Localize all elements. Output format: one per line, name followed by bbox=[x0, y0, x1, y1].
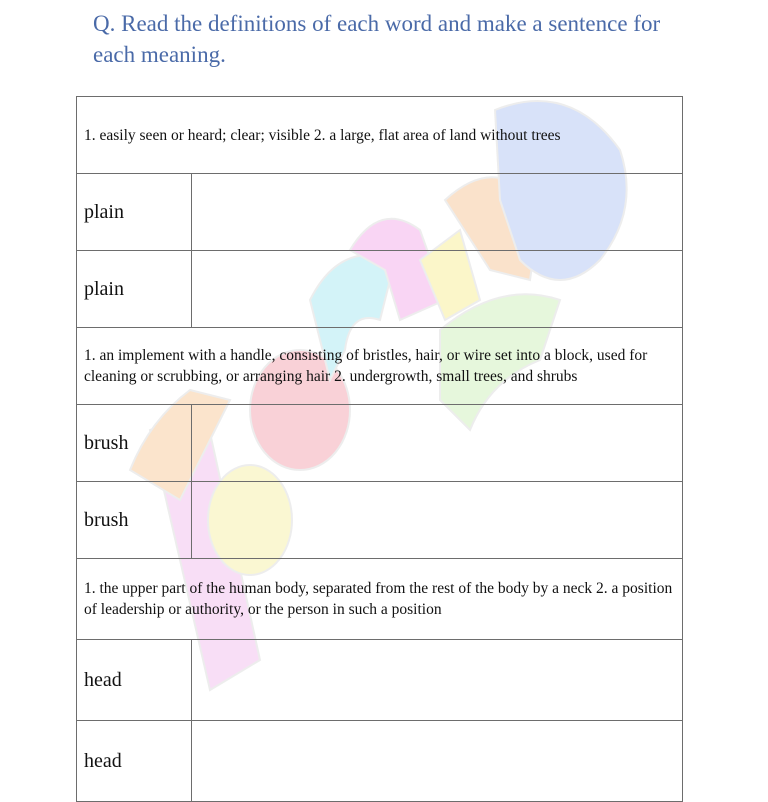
sentence-answer-field[interactable] bbox=[192, 251, 683, 328]
sentence-answer-field[interactable] bbox=[192, 640, 683, 721]
word-cell: brush bbox=[77, 482, 192, 559]
sentence-answer-field[interactable] bbox=[192, 174, 683, 251]
word-cell: plain bbox=[77, 174, 192, 251]
word-row bbox=[77, 721, 683, 802]
definition-row bbox=[77, 328, 683, 405]
sentence-answer-field[interactable] bbox=[192, 721, 683, 802]
sentence-answer-field[interactable] bbox=[192, 482, 683, 559]
definition-cell: 1. an implement with a handle, consisting of bristles, hair, or wire set into a block, used for cleaning or scrubbing, or arranging hair 2. undergrowth, small trees, and shrubs bbox=[77, 328, 683, 405]
word-row bbox=[77, 640, 683, 721]
word-row bbox=[77, 482, 683, 559]
worksheet-table bbox=[76, 96, 683, 802]
word-cell: plain bbox=[77, 251, 192, 328]
sentence-answer-field[interactable] bbox=[192, 405, 683, 482]
word-row bbox=[77, 174, 683, 251]
definition-cell: 1. easily seen or heard; clear; visible 2. a large, flat area of land without trees bbox=[77, 97, 683, 174]
definition-row bbox=[77, 97, 683, 174]
word-row bbox=[77, 405, 683, 482]
definition-cell: 1. the upper part of the human body, separated from the rest of the body by a neck 2. a position of leadership or authority, or the person in such a position bbox=[77, 559, 683, 640]
word-cell: head bbox=[77, 640, 192, 721]
word-cell: brush bbox=[77, 405, 192, 482]
word-row bbox=[77, 251, 683, 328]
definition-row bbox=[77, 559, 683, 640]
word-cell: head bbox=[77, 721, 192, 802]
question-prompt: Q. Read the definitions of each word and make a sentence for each meaning. bbox=[93, 11, 661, 67]
